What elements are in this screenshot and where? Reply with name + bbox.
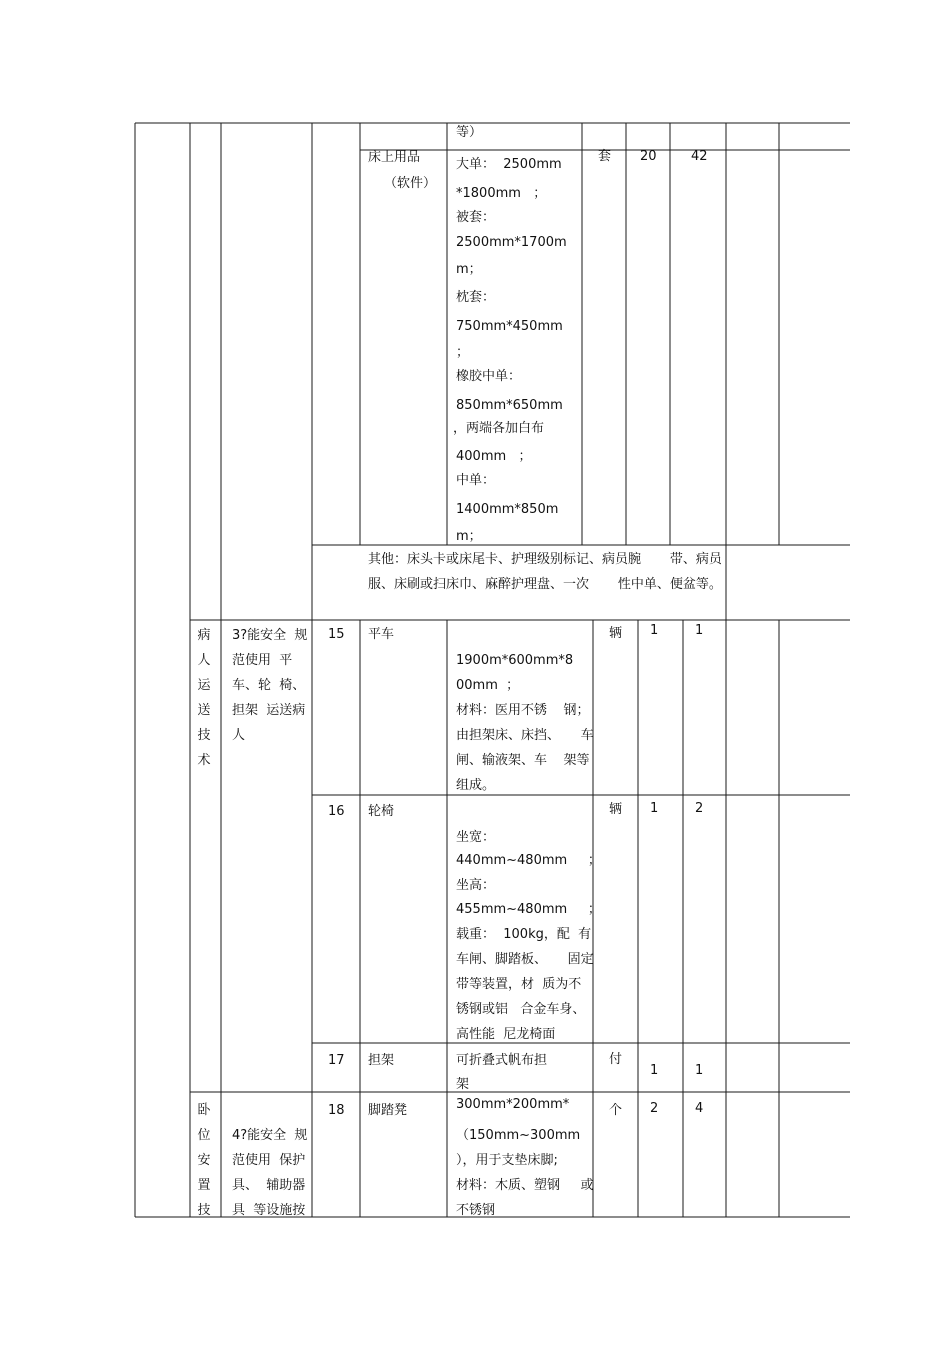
spec-line: m；	[456, 262, 482, 277]
qty-a-bedding: 20	[640, 149, 657, 164]
spec-line: 组成。	[456, 778, 496, 793]
unit-15: 辆	[609, 626, 623, 641]
spec-line: ；	[456, 345, 470, 360]
item-no-17: 17	[328, 1053, 345, 1068]
qty-a-16: 1	[650, 801, 659, 816]
spec-line: 坐宽：	[456, 830, 496, 845]
spec-line: 带等装置，材 质为不	[456, 977, 582, 992]
unit-17: 付	[609, 1052, 623, 1067]
spec-line: 枕套：	[456, 290, 496, 305]
item-no-16: 16	[328, 804, 345, 819]
spec-line: 车闸、脚踏板、 固定	[456, 952, 594, 967]
spec-line: 300mm*200mm*	[456, 1097, 570, 1112]
category-char: 术	[197, 753, 211, 768]
spec-line: 440mm~480mm ；	[456, 853, 601, 868]
requirement-line: 担架 运送病	[232, 703, 306, 718]
spec-line: 中单：	[456, 473, 496, 488]
spec-line: 由担架床、床挡、 车	[456, 728, 594, 743]
category-char: 病	[197, 628, 211, 643]
qty-a-15: 1	[650, 623, 659, 638]
spec-line: 材料：木质、塑钢 或	[456, 1178, 594, 1193]
item-name-16: 轮椅	[368, 804, 395, 819]
qty-a-18: 2	[650, 1101, 659, 1116]
requirement-line: 人	[232, 728, 246, 743]
item-name-bedding-sub: （软件）	[384, 176, 437, 191]
other-items-line-1: 其他：床头卡或床尾卡、护理级别标记、病员腕 带、病员	[368, 552, 722, 567]
other-items-line-2: 服、床刷或扫床巾、麻醉护理盘、一次 性中单、便盆等。	[368, 577, 722, 592]
category-char: 位	[197, 1128, 211, 1143]
item-no-15: 15	[328, 627, 345, 642]
spec-line: 闸、输液架、车 架等	[456, 753, 590, 768]
requirement-line: 范使用 平	[232, 653, 293, 668]
qty-b-15: 1	[695, 623, 704, 638]
unit-16: 辆	[609, 802, 623, 817]
spec-line: 1400mm*850m	[456, 502, 559, 517]
spec-line: 不锈钢	[456, 1203, 496, 1216]
spec-line: m；	[456, 529, 482, 544]
item-no-18: 18	[328, 1103, 345, 1118]
item-name-17: 担架	[368, 1053, 395, 1068]
requirement-line: 范使用 保护	[232, 1153, 306, 1168]
requirement-line: 车、轮 椅、	[232, 678, 306, 693]
requirement-line: 具、 辅助器	[232, 1178, 306, 1193]
category-char: 送	[197, 703, 211, 718]
spec-line: 400mm ；	[456, 449, 532, 464]
category-char: 技	[197, 728, 211, 743]
spec-continuation: 等）	[456, 125, 483, 140]
spec-line: 大单： 2500mm	[456, 157, 562, 172]
spec-line: 1900m*600mm*8	[456, 653, 574, 668]
spec-line: 750mm*450mm	[456, 319, 563, 334]
unit-bedding: 套	[598, 149, 612, 164]
item-name-18: 脚踏凳	[368, 1103, 408, 1118]
spec-line: 橡胶中单：	[456, 369, 522, 384]
requirement-line: 具 等设施按	[232, 1203, 306, 1216]
spec-line: ，两端各加白布	[453, 421, 545, 436]
category-char: 卧	[197, 1103, 211, 1118]
spec-line: *1800mm ；	[456, 186, 547, 201]
qty-b-17: 1	[695, 1063, 704, 1078]
qty-b-16: 2	[695, 801, 704, 816]
spec-line: 架	[456, 1077, 470, 1092]
category-char: 人	[197, 653, 211, 668]
category-char: 运	[197, 678, 211, 693]
item-name-bedding: 床上用品	[368, 150, 421, 165]
item-name-15: 平车	[368, 627, 395, 642]
category-char: 安	[197, 1153, 211, 1168]
category-char: 技	[197, 1203, 211, 1216]
spec-line: 被套：	[456, 210, 496, 225]
requirement-line: 4?能安全 规	[232, 1128, 308, 1143]
spec-line: 坐高：	[456, 878, 496, 893]
qty-a-17: 1	[650, 1063, 659, 1078]
qty-b-18: 4	[695, 1101, 704, 1116]
spec-line: （150mm~300mm	[456, 1128, 581, 1143]
category-char: 置	[197, 1178, 211, 1193]
spec-line: 材料：医用不锈 钢；	[456, 703, 590, 718]
spec-line: 455mm~480mm ；	[456, 902, 601, 917]
unit-18: 个	[609, 1103, 623, 1118]
spec-line: ），用于支垫床脚;	[456, 1153, 558, 1168]
spec-line: 锈钢或铝 合金车身、	[456, 1002, 586, 1017]
spec-line: 高性能 尼龙椅面	[456, 1027, 556, 1042]
spec-line: 可折叠式帆布担	[456, 1053, 548, 1068]
spec-line: 850mm*650mm	[456, 398, 563, 413]
qty-b-bedding: 42	[691, 149, 708, 164]
spec-line: 载重： 100kg，配 有	[456, 927, 592, 942]
requirement-line: 3?能安全 规	[232, 628, 308, 643]
spec-line: 2500mm*1700m	[456, 235, 567, 250]
spec-line: 00mm ；	[456, 678, 520, 693]
